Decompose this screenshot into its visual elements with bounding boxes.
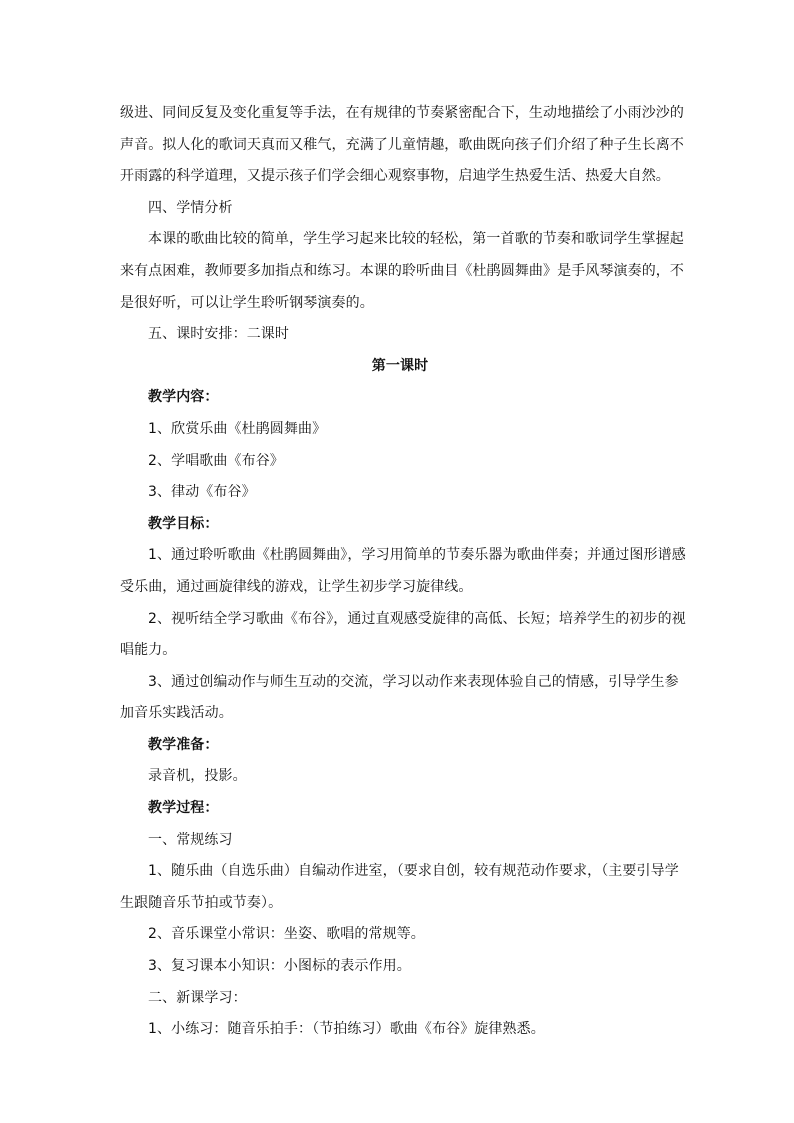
body-text-line: 级进、同间反复及变化重复等手法，在有规律的节奏紧密配合下，生动地描绘了小雨沙沙的 [120,105,684,121]
subheading-teaching-content: 教学内容： [148,389,219,406]
list-item: 1、欣赏乐曲《杜鹃圆舞曲》 [148,420,327,437]
body-text-line: 受乐曲，通过画旋律线的游戏，让学生初步学习旋律线。 [120,578,473,595]
body-text-line: 本课的歌曲比较的简单，学生学习起来比较的轻松，第一首歌的节奏和歌词学生掌握起 [148,231,684,248]
list-item: 3、律动《布谷》 [148,484,256,501]
list-item: 2、视听结全学习歌曲《布谷》，通过直观感受旋律的高低、长短；培养学生的初步的视 [148,610,686,627]
list-item: 2、音乐课堂小常识：坐姿、歌唱的常规等。 [148,926,425,943]
body-text-line: 加音乐实践活动。 [120,705,233,722]
document-body [120,98,686,1046]
body-text-line: 录音机，投影。 [148,768,247,785]
subheading-teaching-preparation: 教学准备： [148,736,219,753]
section-heading-routine-practice: 一、常规练习 [148,831,233,848]
list-item: 1、小练习：随音乐拍手：（节拍练习）歌曲《布谷》旋律熟悉。 [148,1021,545,1038]
list-item: 1、随乐曲（自选乐曲）自编动作进室，（要求自创，较有规范动作要求，（主要引导学 [148,863,679,880]
body-text-line: 声音。拟人化的歌词天真而又稚气，充满了儿童情趣，歌曲既向孩子们介绍了种子生长离不 [120,136,684,153]
body-text-line: 开雨露的科学道理，又提示孩子们学会细心观察事物，启迪学生热爱生活、热爱大自然。 [120,168,670,185]
lesson-title: 第一课时 [371,357,429,374]
section-heading-new-lesson: 二、新课学习： [148,989,247,1006]
subheading-teaching-goals: 教学目标： [148,515,219,532]
body-text-line: 是很好听，可以让学生聆听钢琴演奏的。 [120,294,374,311]
list-item: 3、复习课本小知识：小图标的表示作用。 [148,958,411,975]
list-item: 1、通过聆听歌曲《杜鹃圆舞曲》，学习用简单的节奏乐器为歌曲伴奏；并通过图形谱感 [148,547,686,564]
list-item: 3、通过创编动作与师生互动的交流，学习以动作来表现体验自己的情感，引导学生参 [148,673,679,690]
subheading-teaching-process: 教学过程： [148,800,219,817]
section-heading-learning-analysis: 四、学情分析 [148,199,233,216]
body-text-line: 唱能力。 [120,642,177,659]
body-text-line: 生跟随音乐节拍或节奏）。 [120,894,283,911]
list-item: 2、学唱歌曲《布谷》 [148,452,284,469]
body-text-line: 来有点困难，教师要多加指点和练习。本课的聆听曲目《杜鹃圆舞曲》是手风琴演奏的，不 [120,262,684,279]
section-heading-schedule: 五、课时安排：二课时 [148,326,289,343]
